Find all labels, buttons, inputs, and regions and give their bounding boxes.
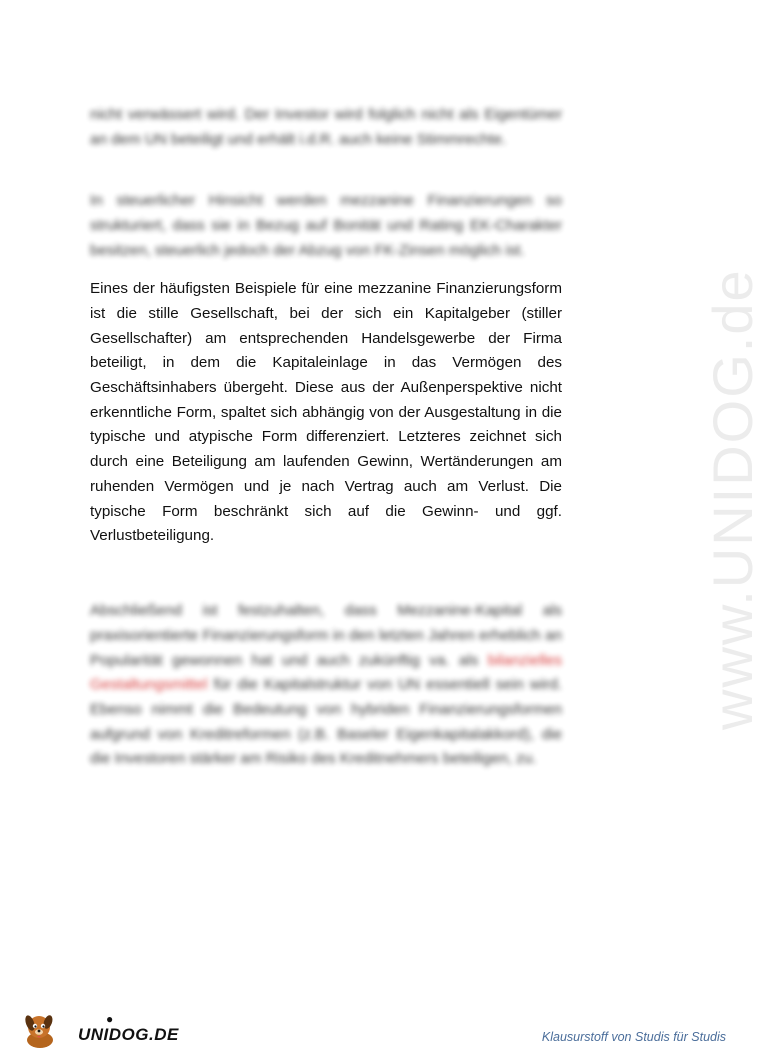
conclusion-text-end: für die Kapitalstruktur von UN essentiell sein wird. Ebenso nimmt die Bedeutung von hybriden Finanzierungsformen aufgrund von Kreditreformen (z.B. Baseler Eigenkapitalakkord), die die Investoren stärker am Risiko des Kreditnehmers beteiligen, zu. [90,676,562,768]
paragraph-blurred-1: nicht verwässert wird. Der Investor wird folglich nicht als Eigentümer an dem UN beteiligt und erhält i.d.R. auch keine Stimmrechte. [90,106,562,148]
watermark: www.UNIDOG.de [701,268,764,730]
paw-icon: ● [106,1012,114,1026]
dog-mascot-icon [22,1010,62,1050]
footer-tagline: Klausurstoff von Studis für Studis [541,1030,726,1044]
conclusion-text-start: Abschließend ist festzuhalten, dass Mezzanine-Kapital als praxisorientierte Finanzierungsform in den letzten Jahren erheblich an Popularität gewonnen hat und auch zukünftig va. als [90,602,562,669]
paragraph-blurred-conclusion [90,599,562,772]
paragraph-blurred-2: In steuerlicher Hinsicht werden mezzanine Finanzierungen so strukturiert, dass sie in Bezug auf Bonität und Rating EK-Charakter besitzen, steuerlich jedoch der Abzug von FK-Zinsen möglich ist. [90,192,562,259]
unidog-logo [22,1010,179,1050]
paragraph-main: Eines der häufigsten Beispiele für eine mezzanine Finanzierungsform ist die stille Gesellschaft, bei der sich ein Kapitalgeber (stiller Gesellschafter) am entsprechenden Handelsgewerbe der Firma beteiligt, in dem die Kapitaleinlage in das Vermögen des Geschäftsinhabers übergeht. Diese aus der Außenperspektive nicht erkenntliche Form, spaltet sich abhängig von der Ausgestaltung in die typische und atypische Form differenziert. Letzteres zeichnet sich durch eine Beteiligung am laufenden Gewinn, Wertänderungen am ruhenden Vermögen und je nach Vertrag auch am Verlust. Die typische Form beschränkt sich auf die Gewinn- und ggf. Verlustbeteiligung. [90,280,562,545]
highlighted-phrase: bilanzielles Gestaltungsmittel [90,651,562,694]
logo-text: UNIDOG.DE [78,1025,179,1044]
